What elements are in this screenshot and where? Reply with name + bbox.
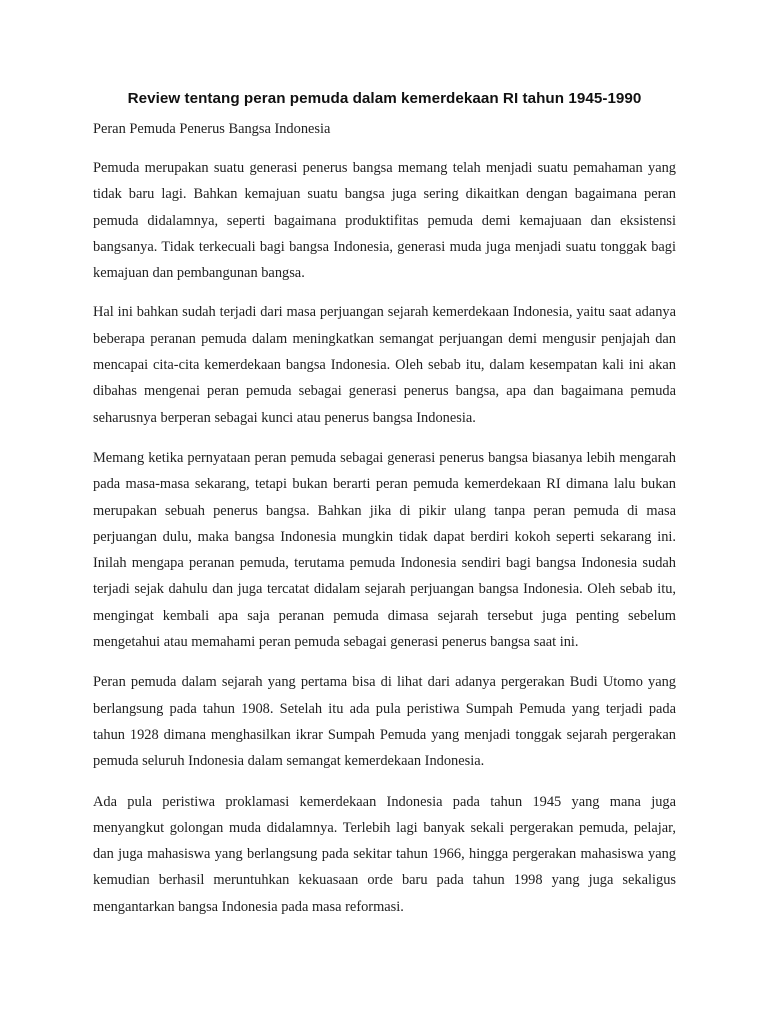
paragraph-4: Peran pemuda dalam sejarah yang pertama bisa di lihat dari adanya pergerakan Budi Utomo yang berlangsung pada tahun 1908. Setelah itu ada pula peristiwa Sumpah Pemuda yang terjadi pada tahun 1928 dimana menghasilkan ikrar Sumpah Pemuda yang menjadi tonggak sejarah pergerakan pemuda seluruh Indonesia dalam semangat kemerdekaan Indonesia. (93, 674, 676, 770)
paragraph-2: Hal ini bahkan sudah terjadi dari masa perjuangan sejarah kemerdekaan Indonesia, yaitu saat adanya beberapa peranan pemuda dalam meningkatkan semangat perjuangan demi mengusir penjajah dan mencapai cita-cita kemerdekaan bangsa Indonesia. Oleh sebab itu, dalam kesempatan kali ini akan dibahas mengenai peran pemuda sebagai generasi penerus bangsa, apa dan bagaimana pemuda seharusnya berperan sebagai kunci atau penerus bangsa Indonesia. (93, 304, 676, 426)
paragraph-5: Ada pula peristiwa proklamasi kemerdekaan Indonesia pada tahun 1945 yang mana juga menyangkut golongan muda didalamnya. Terlebih lagi banyak sekali pergerakan pemuda, pelajar, dan juga mahasiswa yang berlangsung pada sekitar tahun 1966, hingga pergerakan mahasiswa yang kemudian berhasil meruntuhkan kekuasaan orde baru pada tahun 1998 yang juga sekaligus mengantarkan bangsa Indonesia pada masa reformasi. (93, 793, 676, 915)
paragraph-3: Memang ketika pernyataan peran pemuda sebagai generasi penerus bangsa biasanya lebih mengarah pada masa-masa sekarang, tetapi bukan berarti peran pemuda kemerdekaan RI dimana lalu bukan merupakan sebuah penerus bangsa. Bahkan jika di pikir ulang tanpa peran pemuda di masa perjuangan dulu, maka bangsa Indonesia mungkin tidak dapat berdiri kokoh seperti sekarang ini. Inilah mengapa peranan pemuda, terutama pemuda Indonesia sendiri bagi bangsa Indonesia sudah terjadi sejak dahulu dan juga tercatat didalam sejarah perjuangan bangsa Indonesia. Oleh sebab itu, mengingat kembali apa saja peranan pemuda dimasa sejarah tersebut juga penting sebelum mengetahui atau memahami peran pemuda sebagai generasi penerus bangsa saat ini. (93, 449, 676, 651)
document-title: Review tentang peran pemuda dalam kemerdekaan RI tahun 1945-1990 (127, 90, 642, 107)
paragraph-1: Pemuda merupakan suatu generasi penerus bangsa memang telah menjadi suatu pemahaman yang tidak baru lagi. Bahkan kemajuan suatu bangsa juga sering dikaitkan dengan bagaimana peran pemuda didalamnya, seperti bagaimana produktifitas pemuda demi kemajuaan dan eksistensi bangsanya. Tidak terkecuali bagi bangsa Indonesia, generasi muda juga menjadi suatu tonggak bagi kemajuan dan pembangunan bangsa. (93, 160, 676, 282)
section-subtitle: Peran Pemuda Penerus Bangsa Indonesia (93, 121, 331, 137)
